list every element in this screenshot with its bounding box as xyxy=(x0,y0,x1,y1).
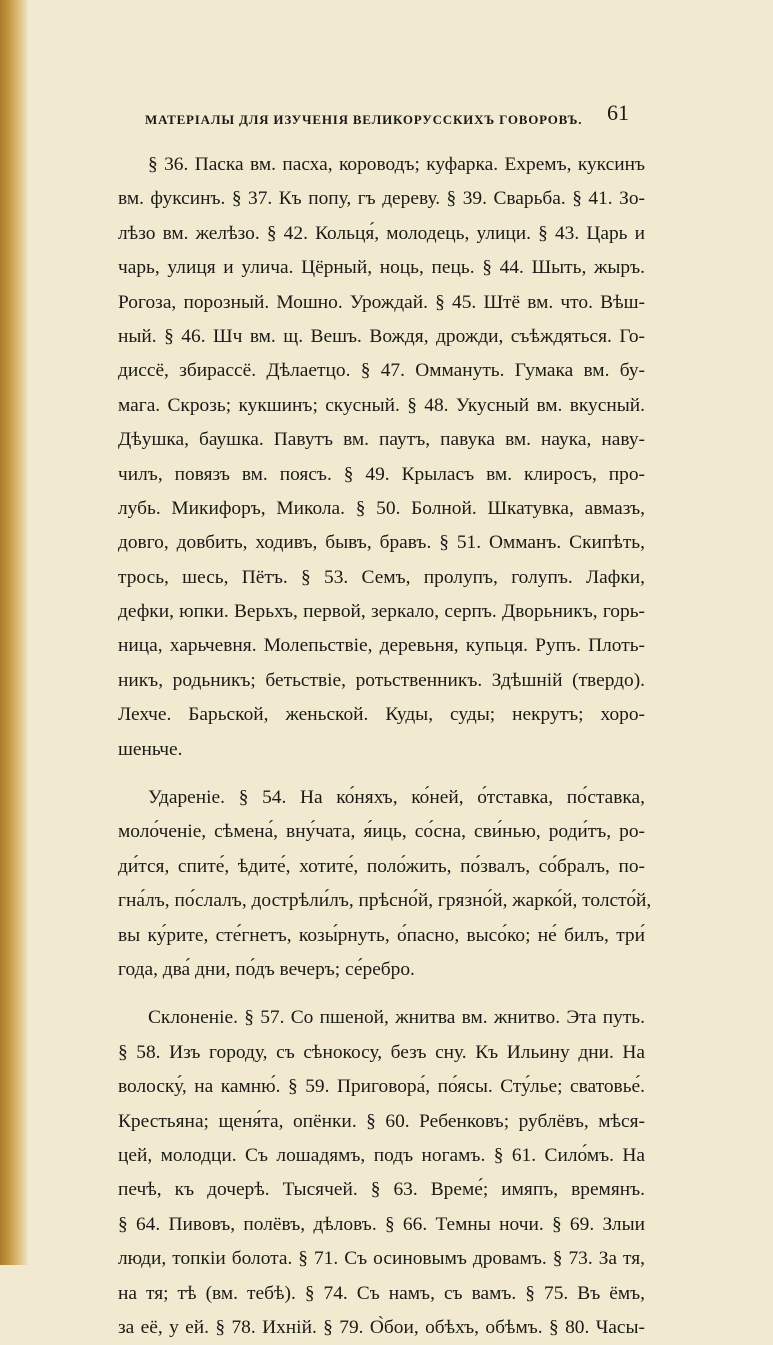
text-line: люди, топкіи болота. § 71. Съ осиновымъ дровамъ. § 73. За тя, xyxy=(118,1248,645,1270)
text-line: шеньче. xyxy=(118,738,183,760)
text-line: § 36. Паска вм. пасха, короводъ; куфарка. Ехремъ, куксинъ xyxy=(148,154,645,175)
text-line: волоску́, на камню́. § 59. Приговора́, по́ясы. Сту́лье; сватовье́. xyxy=(118,1076,645,1098)
text-line: мага. Скрозь; кукшинъ; скусный. § 48. Укусный вм. вкусный. xyxy=(118,394,645,416)
running-title: МАТЕРІАЛЫ ДЛЯ ИЗУЧЕНІЯ ВЕЛИКОРУССКИХЪ ГОВОРОВЪ. xyxy=(145,112,583,127)
text-line: ди́тся, спите́, ѣдите́, хотите́, поло́жить, по́звалъ, со́бралъ, по- xyxy=(118,855,645,877)
text-line: вм. фуксинъ. § 37. Къ попу, гъ дереву. § 39. Сварьба. § 41. Зо- xyxy=(118,188,645,210)
text-line: за её, у ей. § 78. Ихній. § 79. О̀бои, обѣхъ, обѣмъ. § 80. Часы- xyxy=(118,1316,645,1338)
page-number: 61 xyxy=(607,100,629,125)
text-line: Крестьяна; щеня́та, опёнки. § 60. Ребенковъ; рублёвъ, мѣся- xyxy=(118,1110,645,1132)
paragraph xyxy=(118,1001,645,1345)
text-line: Рогоза, порозный. Мошно. Урождай. § 45. Штё вм. что. Вѣш- xyxy=(118,291,645,313)
text-line: чарь, улиця и улича. Цёрный, ноць, пець. § 44. Шыть, жыръ. xyxy=(118,257,645,279)
text-line: на тя; тѣ (вм. тебѣ). § 74. Съ намъ, съ вамъ. § 75. Въ ёмъ, xyxy=(118,1282,645,1304)
text-line: чилъ, повязъ вм. поясъ. § 49. Крыласъ вм. клиросъ, про- xyxy=(118,463,645,485)
text-line: Склоненіе. § 57. Со пшеной, жнитва вм. жнитво. Эта путь. xyxy=(148,1007,645,1029)
text-line: трось, шесь, Пётъ. § 53. Семъ, пролупъ, голупъ. Лафки, xyxy=(118,566,645,588)
text-line: лубь. Микифоръ, Микола. § 50. Болной. Шкатувка, авмазъ, xyxy=(118,497,645,519)
paragraph xyxy=(118,781,652,987)
text-line: Дѣушка, баушка. Павутъ вм. паутъ, павука вм. наука, наву- xyxy=(118,429,645,451)
text-line: лѣзо вм. желѣзо. § 42. Кольця́, молодець, улици. § 43. Царь и xyxy=(118,222,645,244)
text-line: гна́лъ, по́слалъ, дострѣли́лъ, прѣсно́й, грязно́й, жарко́й, толсто́й, xyxy=(118,890,652,912)
page-body xyxy=(118,148,652,1345)
text-line: Лехче. Барьской, женьской. Куды, суды; некрутъ; хоро- xyxy=(118,704,645,726)
paragraph xyxy=(118,148,645,767)
text-line: цей, молодци. Съ лошадямъ, подъ ногамъ. § 61. Сило́мъ. На xyxy=(118,1144,645,1166)
text-line: довго, довбить, ходивъ, бывъ, бравъ. § 51. Омманъ. Скипѣть, xyxy=(118,532,645,554)
text-line: § 58. Изъ городу, съ сѣнокосу, безъ сну. Къ Ильину дни. На xyxy=(118,1041,645,1063)
text-line: моло́ченіе, сѣмена́, вну́чата, я́иць, со́сна, сви́нью, роди́тъ, ро- xyxy=(118,821,645,843)
text-line: Удареніе. § 54. На ко́няхъ, ко́ней, о́тставка, по́ставка, xyxy=(148,787,645,809)
text-line: дефки, юпки. Верьхъ, первой, зеркало, серпъ. Дворьникъ, горь- xyxy=(118,601,645,623)
text-line: года, два́ дни, по́дъ вечеръ; се́ребро. xyxy=(118,958,415,980)
text-line: ный. § 46. Шч вм. щ. Вешъ. Вождя, дрожди, съѣждяться. Го- xyxy=(118,325,645,347)
text-line: § 64. Пивовъ, полёвъ, дѣловъ. § 66. Темны ночи. § 69. Злыи xyxy=(118,1213,645,1235)
text-line: ница, харьчевня. Молепьствіе, деревьня, купьця. Рупъ. Плоть- xyxy=(118,635,645,657)
text-line: печѣ, къ дочерѣ. Тысячей. § 63. Време́; имяпъ, времянъ. xyxy=(118,1179,645,1201)
text-line: вы ку́рите, сте́гнетъ, козы́рнуть, о́пасно, высо́ко; не́ билъ, три́ xyxy=(118,924,645,946)
text-line: диссё, збирассё. Дѣлаетцо. § 47. Оммануть. Гумака вм. бу- xyxy=(118,360,645,382)
text-line: никъ, родьникъ; бетьствіе, ротьственникъ. Здѣшній (твердо). xyxy=(118,669,645,691)
